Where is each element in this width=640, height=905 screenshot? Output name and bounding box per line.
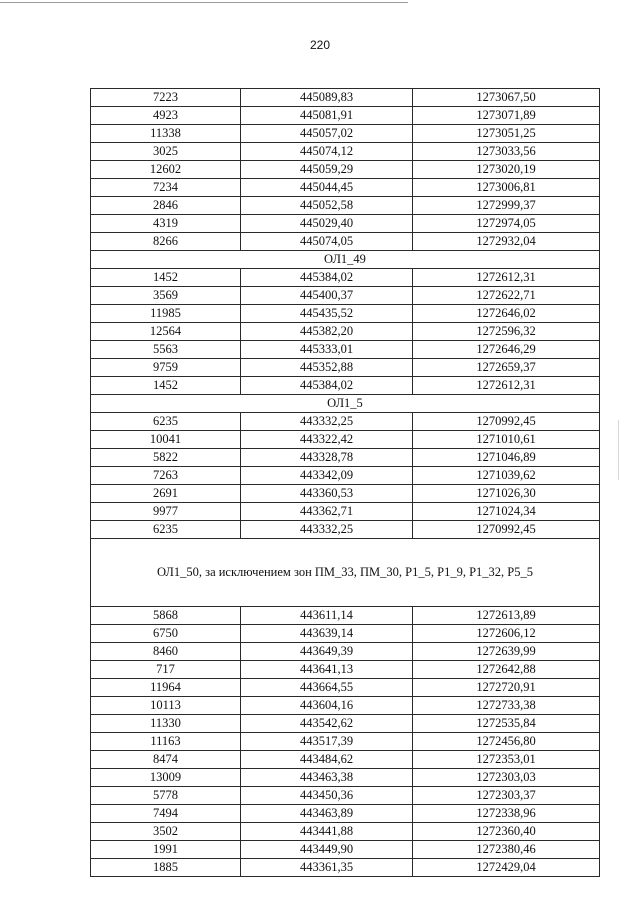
table-row <box>91 215 600 233</box>
y-coordinate-cell: 1271046,89 <box>413 449 600 467</box>
x-coordinate-cell: 443361,35 <box>241 859 413 877</box>
y-coordinate-cell: 1271010,61 <box>413 431 600 449</box>
x-coordinate-cell: 443664,55 <box>241 679 413 697</box>
point-number-cell: 7494 <box>91 805 241 823</box>
point-number-cell: 6235 <box>91 521 241 539</box>
x-coordinate-cell: 445384,02 <box>241 269 413 287</box>
y-coordinate-cell: 1272303,03 <box>413 769 600 787</box>
x-coordinate-cell: 443649,39 <box>241 643 413 661</box>
point-number-cell: 10041 <box>91 431 241 449</box>
table-row <box>91 607 600 625</box>
table-row <box>91 769 600 787</box>
table-row <box>91 823 600 841</box>
x-coordinate-cell: 443450,36 <box>241 787 413 805</box>
x-coordinate-cell: 443322,42 <box>241 431 413 449</box>
point-number-cell: 13009 <box>91 769 241 787</box>
point-number-cell: 3025 <box>91 143 241 161</box>
y-coordinate-cell: 1273067,50 <box>413 89 600 107</box>
table-row <box>91 161 600 179</box>
y-coordinate-cell: 1272613,89 <box>413 607 600 625</box>
table-row <box>91 89 600 107</box>
table-row <box>91 841 600 859</box>
point-number-cell: 7263 <box>91 467 241 485</box>
x-coordinate-cell: 445382,20 <box>241 323 413 341</box>
y-coordinate-cell: 1272606,12 <box>413 625 600 643</box>
x-coordinate-cell: 443641,13 <box>241 661 413 679</box>
table-row <box>91 233 600 251</box>
table-row <box>91 467 600 485</box>
x-coordinate-cell: 443604,16 <box>241 697 413 715</box>
x-coordinate-cell: 445081,91 <box>241 107 413 125</box>
y-coordinate-cell: 1271026,30 <box>413 485 600 503</box>
section-title: ОЛ1_5 <box>91 395 600 413</box>
y-coordinate-cell: 1272456,80 <box>413 733 600 751</box>
table-row <box>91 521 600 539</box>
y-coordinate-cell: 1271024,34 <box>413 503 600 521</box>
y-coordinate-cell: 1272720,91 <box>413 679 600 697</box>
y-coordinate-cell: 1273033,56 <box>413 143 600 161</box>
page-number: 220 <box>309 38 331 52</box>
y-coordinate-cell: 1272646,02 <box>413 305 600 323</box>
x-coordinate-cell: 445089,83 <box>241 89 413 107</box>
y-coordinate-cell: 1272612,31 <box>413 377 600 395</box>
point-number-cell: 8460 <box>91 643 241 661</box>
point-number-cell: 8474 <box>91 751 241 769</box>
x-coordinate-cell: 443342,09 <box>241 467 413 485</box>
table-row <box>91 287 600 305</box>
y-coordinate-cell: 1272974,05 <box>413 215 600 233</box>
x-coordinate-cell: 443517,39 <box>241 733 413 751</box>
point-number-cell: 11163 <box>91 733 241 751</box>
point-number-cell: 11985 <box>91 305 241 323</box>
point-number-cell: 4319 <box>91 215 241 233</box>
x-coordinate-cell: 445029,40 <box>241 215 413 233</box>
y-coordinate-cell: 1272360,40 <box>413 823 600 841</box>
x-coordinate-cell: 445384,02 <box>241 377 413 395</box>
table-row <box>91 341 600 359</box>
point-number-cell: 5778 <box>91 787 241 805</box>
point-number-cell: 1885 <box>91 859 241 877</box>
y-coordinate-cell: 1272642,88 <box>413 661 600 679</box>
table-row <box>91 787 600 805</box>
point-number-cell: 1452 <box>91 377 241 395</box>
x-coordinate-cell: 443328,78 <box>241 449 413 467</box>
x-coordinate-cell: 443542,62 <box>241 715 413 733</box>
scan-artifact <box>618 420 619 480</box>
coordinates-table <box>90 88 600 877</box>
x-coordinate-cell: 445059,29 <box>241 161 413 179</box>
point-number-cell: 10113 <box>91 697 241 715</box>
point-number-cell: 11330 <box>91 715 241 733</box>
point-number-cell: 1991 <box>91 841 241 859</box>
table-row <box>91 643 600 661</box>
table-row <box>91 323 600 341</box>
y-coordinate-cell: 1272596,32 <box>413 323 600 341</box>
table-row <box>91 269 600 287</box>
table-row <box>91 125 600 143</box>
x-coordinate-cell: 445435,52 <box>241 305 413 323</box>
point-number-cell: 7223 <box>91 89 241 107</box>
x-coordinate-cell: 443611,14 <box>241 607 413 625</box>
point-number-cell: 12564 <box>91 323 241 341</box>
y-coordinate-cell: 1272535,84 <box>413 715 600 733</box>
y-coordinate-cell: 1272733,38 <box>413 697 600 715</box>
x-coordinate-cell: 445074,05 <box>241 233 413 251</box>
point-number-cell: 6750 <box>91 625 241 643</box>
y-coordinate-cell: 1272646,29 <box>413 341 600 359</box>
table-row <box>91 503 600 521</box>
table-row <box>91 377 600 395</box>
table-row <box>91 697 600 715</box>
y-coordinate-cell: 1272338,96 <box>413 805 600 823</box>
y-coordinate-cell: 1270992,45 <box>413 521 600 539</box>
table-row <box>91 179 600 197</box>
point-number-cell: 8266 <box>91 233 241 251</box>
y-coordinate-cell: 1273006,81 <box>413 179 600 197</box>
x-coordinate-cell: 445044,45 <box>241 179 413 197</box>
point-number-cell: 12602 <box>91 161 241 179</box>
x-coordinate-cell: 443449,90 <box>241 841 413 859</box>
section-title: ОЛ1_50, за исключением зон ПМ_33, ПМ_30, Р1_5, Р1_9, Р1_32, Р5_5 <box>91 539 600 607</box>
y-coordinate-cell: 1272612,31 <box>413 269 600 287</box>
table-row <box>91 805 600 823</box>
y-coordinate-cell: 1273071,89 <box>413 107 600 125</box>
x-coordinate-cell: 443360,53 <box>241 485 413 503</box>
table-row <box>91 107 600 125</box>
y-coordinate-cell: 1272659,37 <box>413 359 600 377</box>
y-coordinate-cell: 1272639,99 <box>413 643 600 661</box>
y-coordinate-cell: 1272380,46 <box>413 841 600 859</box>
y-coordinate-cell: 1272353,01 <box>413 751 600 769</box>
x-coordinate-cell: 445352,88 <box>241 359 413 377</box>
point-number-cell: 4923 <box>91 107 241 125</box>
x-coordinate-cell: 445057,02 <box>241 125 413 143</box>
point-number-cell: 11338 <box>91 125 241 143</box>
point-number-cell: 717 <box>91 661 241 679</box>
y-coordinate-cell: 1272622,71 <box>413 287 600 305</box>
table-row <box>91 197 600 215</box>
y-coordinate-cell: 1272932,04 <box>413 233 600 251</box>
table-row <box>91 715 600 733</box>
y-coordinate-cell: 1270992,45 <box>413 413 600 431</box>
point-number-cell: 2691 <box>91 485 241 503</box>
top-rule <box>0 2 408 3</box>
point-number-cell: 7234 <box>91 179 241 197</box>
section-header-row <box>91 395 600 413</box>
point-number-cell: 5822 <box>91 449 241 467</box>
x-coordinate-cell: 443332,25 <box>241 521 413 539</box>
point-number-cell: 11964 <box>91 679 241 697</box>
point-number-cell: 3569 <box>91 287 241 305</box>
table-row <box>91 449 600 467</box>
y-coordinate-cell: 1272999,37 <box>413 197 600 215</box>
point-number-cell: 9759 <box>91 359 241 377</box>
point-number-cell: 1452 <box>91 269 241 287</box>
point-number-cell: 6235 <box>91 413 241 431</box>
x-coordinate-cell: 445333,01 <box>241 341 413 359</box>
x-coordinate-cell: 443639,14 <box>241 625 413 643</box>
section-header-row <box>91 539 600 607</box>
x-coordinate-cell: 443463,89 <box>241 805 413 823</box>
x-coordinate-cell: 443463,38 <box>241 769 413 787</box>
x-coordinate-cell: 443362,71 <box>241 503 413 521</box>
x-coordinate-cell: 443332,25 <box>241 413 413 431</box>
table-row <box>91 625 600 643</box>
table-row <box>91 431 600 449</box>
table-row <box>91 143 600 161</box>
table-row <box>91 859 600 877</box>
y-coordinate-cell: 1271039,62 <box>413 467 600 485</box>
table-row <box>91 733 600 751</box>
section-header-row <box>91 251 600 269</box>
table-row <box>91 359 600 377</box>
point-number-cell: 3502 <box>91 823 241 841</box>
table-row <box>91 485 600 503</box>
y-coordinate-cell: 1272429,04 <box>413 859 600 877</box>
table-row <box>91 679 600 697</box>
table-row <box>91 413 600 431</box>
y-coordinate-cell: 1273051,25 <box>413 125 600 143</box>
point-number-cell: 9977 <box>91 503 241 521</box>
table-row <box>91 751 600 769</box>
point-number-cell: 5868 <box>91 607 241 625</box>
x-coordinate-cell: 443484,62 <box>241 751 413 769</box>
table-row <box>91 305 600 323</box>
x-coordinate-cell: 445400,37 <box>241 287 413 305</box>
table-row <box>91 661 600 679</box>
x-coordinate-cell: 443441,88 <box>241 823 413 841</box>
point-number-cell: 5563 <box>91 341 241 359</box>
x-coordinate-cell: 445074,12 <box>241 143 413 161</box>
y-coordinate-cell: 1273020,19 <box>413 161 600 179</box>
section-title: ОЛ1_49 <box>91 251 600 269</box>
x-coordinate-cell: 445052,58 <box>241 197 413 215</box>
point-number-cell: 2846 <box>91 197 241 215</box>
y-coordinate-cell: 1272303,37 <box>413 787 600 805</box>
